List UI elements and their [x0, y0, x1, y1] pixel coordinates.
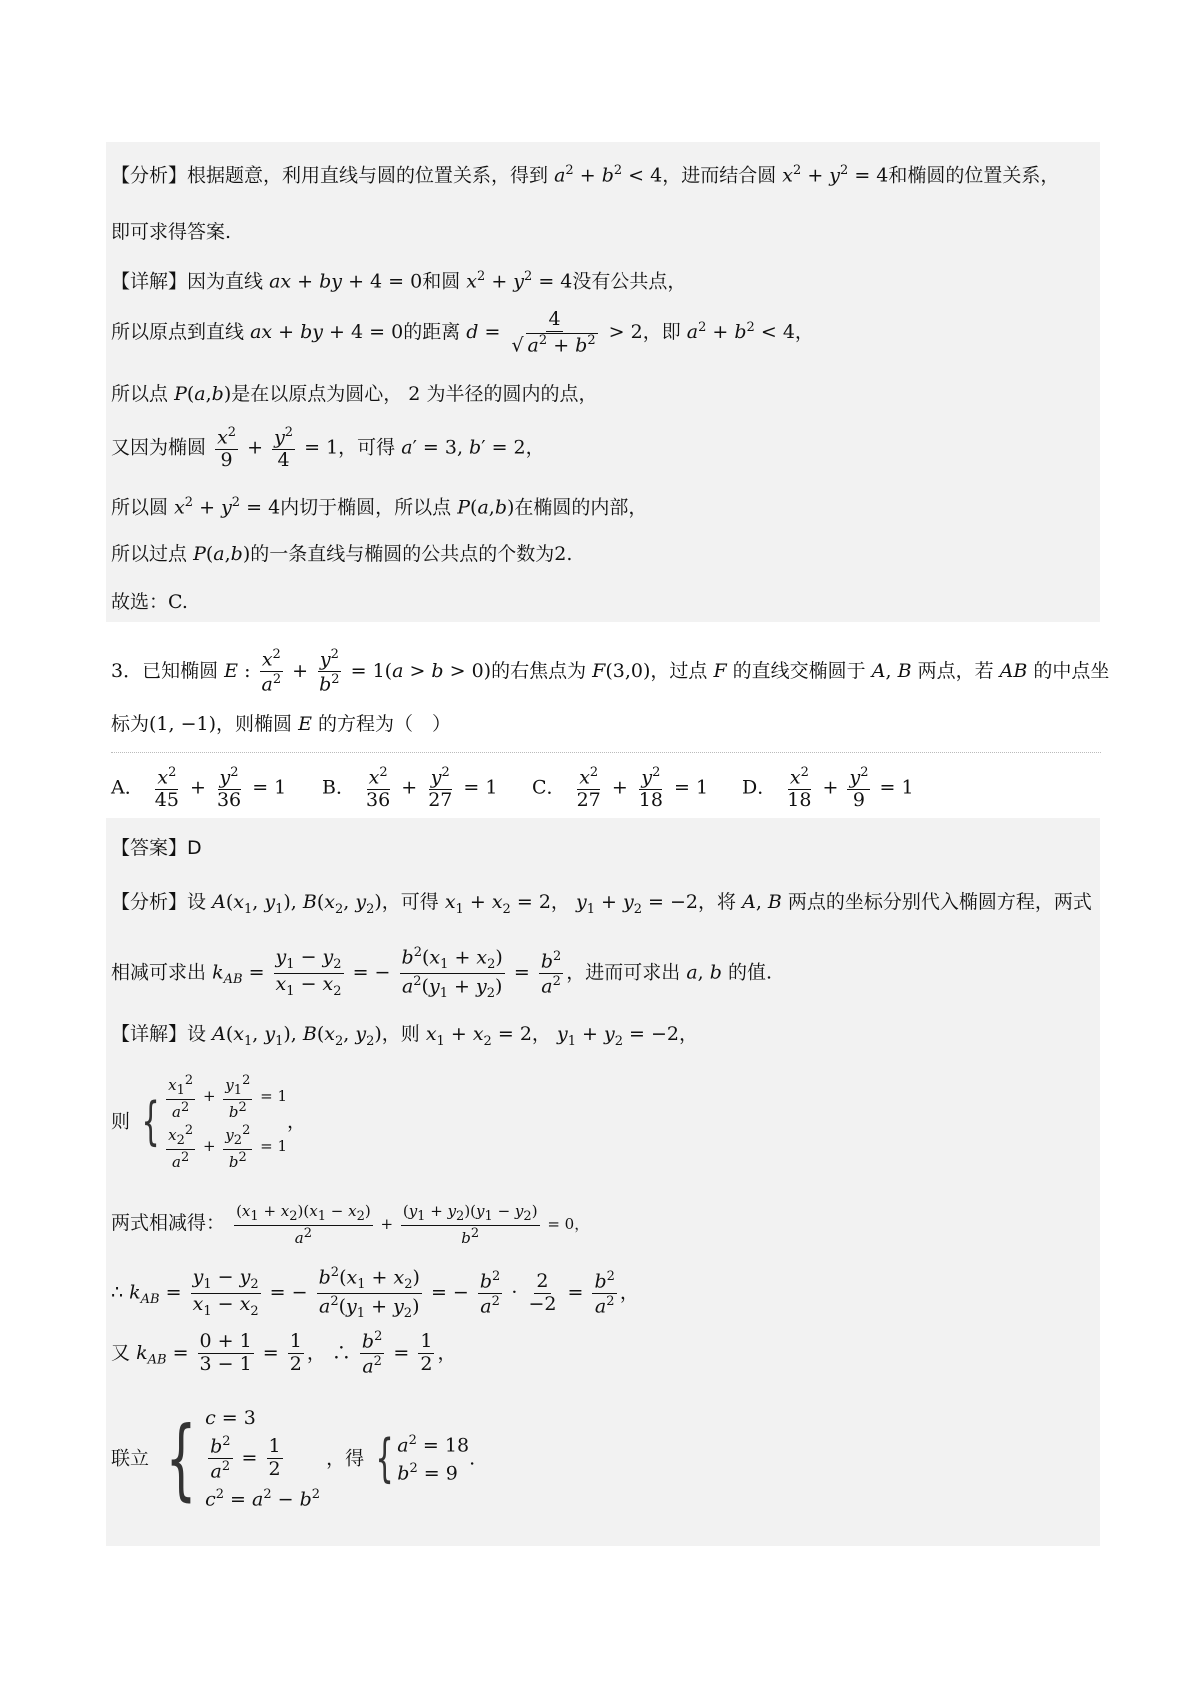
detail-line-4: 又因为椭圆 $\frac{x^2}{9}$ + $\frac{y^2}{4}$ = 1，可得 a′ = 3, b′ = 2， [111, 425, 545, 472]
option-c[interactable]: C． $\frac{x^2}{27}$ + $\frac{y^2}{18}$ = 1 [532, 765, 709, 812]
answer-line: 【答案】D [111, 837, 202, 859]
slope-line: ∴ $k_{AB}$ = $\frac{y_1 - y_2}{x_1 - x_2}$ = − $\frac{b^2(x_1 + x_2)}{a^2(y_1 + y_2)}$ = − $\frac{b^2}{a^2}$ · $\frac{2}{-2}$ = $\frac{b^2}{a^2}$ ， [111, 1265, 639, 1321]
analysis3-line-2: 相减可求出 $k_{AB}$ = $\frac{y_1 - y_2}{x_1 - x_2}$ = − $\frac{b^2(x_1 + x_2)}{a^2(y_1 + y_2)}$ = $\frac{b^2}{a^2}$ ，进而可求出 a, b 的值. [111, 945, 773, 1001]
slope-value-line: 又 $k_{AB}$ = $\frac{0 + 1}{3 - 1}$ = $\frac{1}{2}$ ， ∴ $\frac{b^2}{a^2}$ = $\frac{1}{2}$ ， [111, 1329, 457, 1378]
detail-line-2: 所以原点到直线 ax + by + 4 = 0的距离 d = $\frac{4}{√ a^2 + b^2}$ > 2，即 $a^2 + b^2 < 4$， [111, 308, 814, 357]
detail-line-1: 【详解】因为直线 ax + by + 4 = 0和圆 $x^2 + y^2 = 4$没有公共点， [111, 269, 687, 293]
analysis-line-1: 【分析】根据题意，利用直线与圆的位置关系，得到 $a^2 + b^2 < 4$，进而结合圆 $x^2 + y^2 = 4$和椭圆的位置关系， [111, 163, 1060, 187]
option-a[interactable]: A． $\frac{x^2}{45}$ + $\frac{y^2}{36}$ = 1 [111, 765, 287, 812]
answer-choice: 故选：C. [111, 591, 188, 613]
analysis-line-2: 即可求得答案. [111, 221, 232, 243]
joint-system-line: 联立 { c = 3 $\frac{b^2}{a^2}$ = $\frac{1}{2}$ $c^2 = a^2 - b^2$ ，得 { $a^2 = 18$ $b^2 = 9$ . [111, 1407, 476, 1511]
detail-line-3: 所以点 P(a,b)是在以原点为圆心， 2 为半径的圆内的点， [111, 383, 598, 405]
divider [111, 752, 1101, 753]
subtract-line: 两式相减得： $\frac{(x_1 + x_2)(x_1 - x_2)}{a^2}$ + $\frac{(y_1 + y_2)(y_1 - y_2)}{b^2}$ = 0， [111, 1202, 590, 1247]
analysis3-line-1: 【分析】设 $A(x_1$, $y_1$), $B(x_2$, $y_2$)，可得 $x_1 + x_2 = 2$， $y_1 + y_2 = -2$，将 A, B 两点的坐标分别代入椭圆方程，两式 [111, 891, 1092, 917]
detail3-line-1: 【详解】设 $A(x_1$, $y_1$), $B(x_2$, $y_2$)，则 $x_1 + x_2 = 2$， $y_1 + y_2 = -2$， [111, 1023, 699, 1049]
option-b[interactable]: B． $\frac{x^2}{36}$ + $\frac{y^2}{27}$ = 1 [322, 765, 498, 812]
option-d[interactable]: D． $\frac{x^2}{18}$ + $\frac{y^2}{9}$ = 1 [742, 765, 914, 812]
question-3-stem-line-2: 标为(1, −1)，则椭圆 E 的方程为（ ） [111, 713, 452, 735]
question-3-stem: 3．已知椭圆 E : $\frac{x^2}{a^2}$ + $\frac{y^2}{b^2}$ = 1(a > b > 0)的右焦点为 F(3,0)，过点 F 的直线交椭圆于 A, B 两点，若 AB 的中点坐 [111, 647, 1110, 696]
detail-line-6: 所以过点 P(a,b)的一条直线与椭圆的公共点的个数为2. [111, 543, 573, 565]
distance-fraction: $\frac{4}{√ a^2 + b^2}$ [511, 308, 596, 357]
system-equations-1: 则 { $\frac{x_1^2}{a^2}$ + $\frac{y_1^2}{b^2}$ = 1 $\frac{x_2^2}{a^2}$ + $\frac{y_2^2}{b^2}$ = 1 ， [111, 1073, 307, 1172]
detail-line-5: 所以圆 $x^2 + y^2 = 4$内切于椭圆，所以点 P(a,b)在椭圆的内部， [111, 495, 648, 519]
